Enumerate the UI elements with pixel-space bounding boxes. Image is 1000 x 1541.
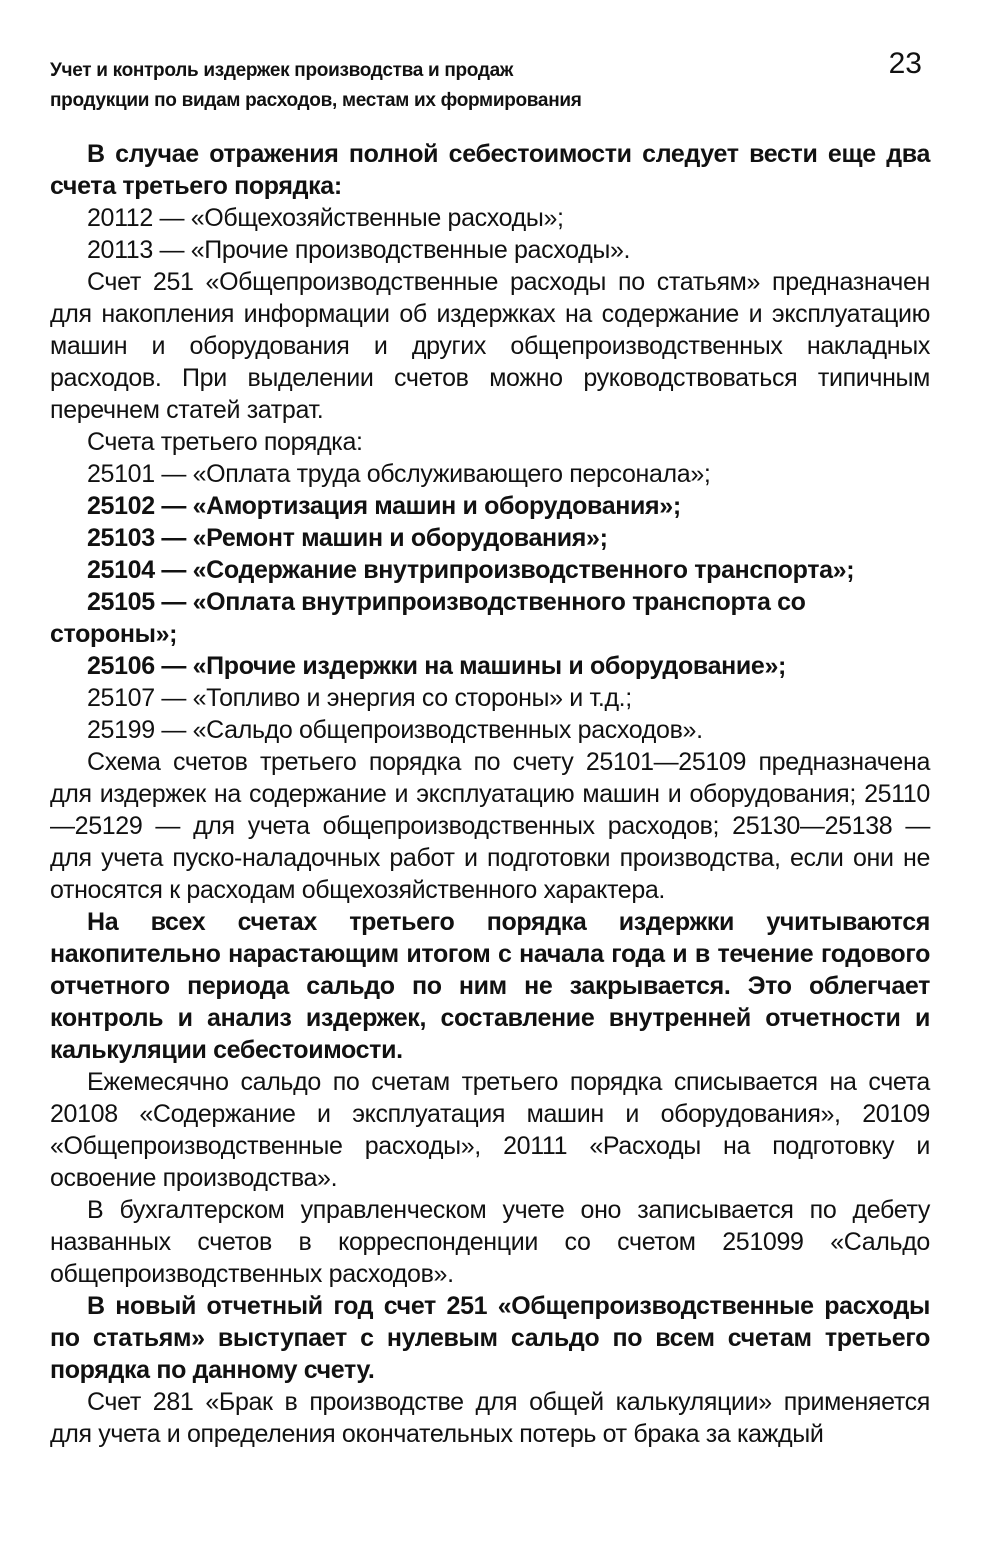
list-item: 25102 — «Амортизация машин и оборудования»; [87, 492, 681, 520]
list-item: 20112 — «Общехозяйственные расходы»; [87, 204, 564, 232]
list-item: 25107 — «Топливо и энергия со стороны» и т.д.; [87, 684, 632, 712]
running-title [50, 56, 582, 116]
list-item: 20113 — «Прочие производственные расходы». [87, 236, 631, 264]
paragraph: Счет 281 «Брак в производстве для общей калькуляции» применяется для учета и определения окончательных потерь от брака за каждый [50, 1388, 930, 1448]
list-item: 25101 — «Оплата труда обслуживающего персонала»; [87, 460, 711, 488]
paragraph: Счет 251 «Общепроизводственные расходы по статьям» предназначен для накопления информации об издержках на содержание и эксплуатацию машин и оборудования и других общепроизводственных накладных расходов. При выделении счетов можно руководствоваться типичным перечнем статей затрат. [50, 268, 930, 424]
running-title-line-1: Учет и контроль издержек производства и продаж [50, 60, 514, 81]
list-item: 25105 — «Оплата внутрипроизводственного транспорта со стороны»; [50, 588, 806, 648]
body-text [50, 138, 930, 1450]
running-title-line-2: продукции по видам расходов, местам их формирования [50, 90, 582, 111]
paragraph: В случае отражения полной себестоимости следует вести еще два счета третьего порядка: [50, 140, 930, 200]
paragraph: В новый отчетный год счет 251 «Общепроизводственные расходы по статьям» выступает с нулевым сальдо по всем счетам третьего порядка по данному счету. [50, 1292, 930, 1384]
list-item: 25104 — «Содержание внутрипроизводственного транспорта»; [87, 556, 855, 584]
paragraph: Схема счетов третьего порядка по счету 25101—25109 предназначена для издержек на содержание и эксплуатацию машин и оборудования; 25110—25129 — для учета общепроизводственных расходов; 25130—25138 — для учета пуско-наладочных работ и подготовки производства, если они не относятся к расходам общехозяйственного характера. [50, 748, 930, 904]
page-header [50, 47, 930, 116]
list-heading: Счета третьего порядка: [87, 428, 363, 456]
list-item: 25106 — «Прочие издержки на машины и оборудование»; [87, 652, 786, 680]
paragraph: Ежемесячно сальдо по счетам третьего порядка списывается на счета 20108 «Содержание и эксплуатация машин и оборудования», 20109 «Общепроизводственные расходы», 20111 «Расходы на подготовку и освоение производства». [50, 1068, 930, 1192]
paragraph: На всех счетах третьего порядка издержки учитываются накопительно нарастающим итогом с начала года и в течение годового отчетного периода сальдо по ним не закрывается. Это облегчает контроль и анализ издержек, составление внутренней отчетности и калькуляции себестоимости. [50, 908, 930, 1064]
page-number: 23 [888, 47, 922, 80]
list-item: 25199 — «Сальдо общепроизводственных расходов». [87, 716, 703, 744]
list-item: 25103 — «Ремонт машин и оборудования»; [87, 524, 608, 552]
paragraph: В бухгалтерском управленческом учете оно записывается по дебету названных счетов в корреспонденции со счетом 251099 «Сальдо общепроизводственных расходов». [50, 1196, 930, 1288]
